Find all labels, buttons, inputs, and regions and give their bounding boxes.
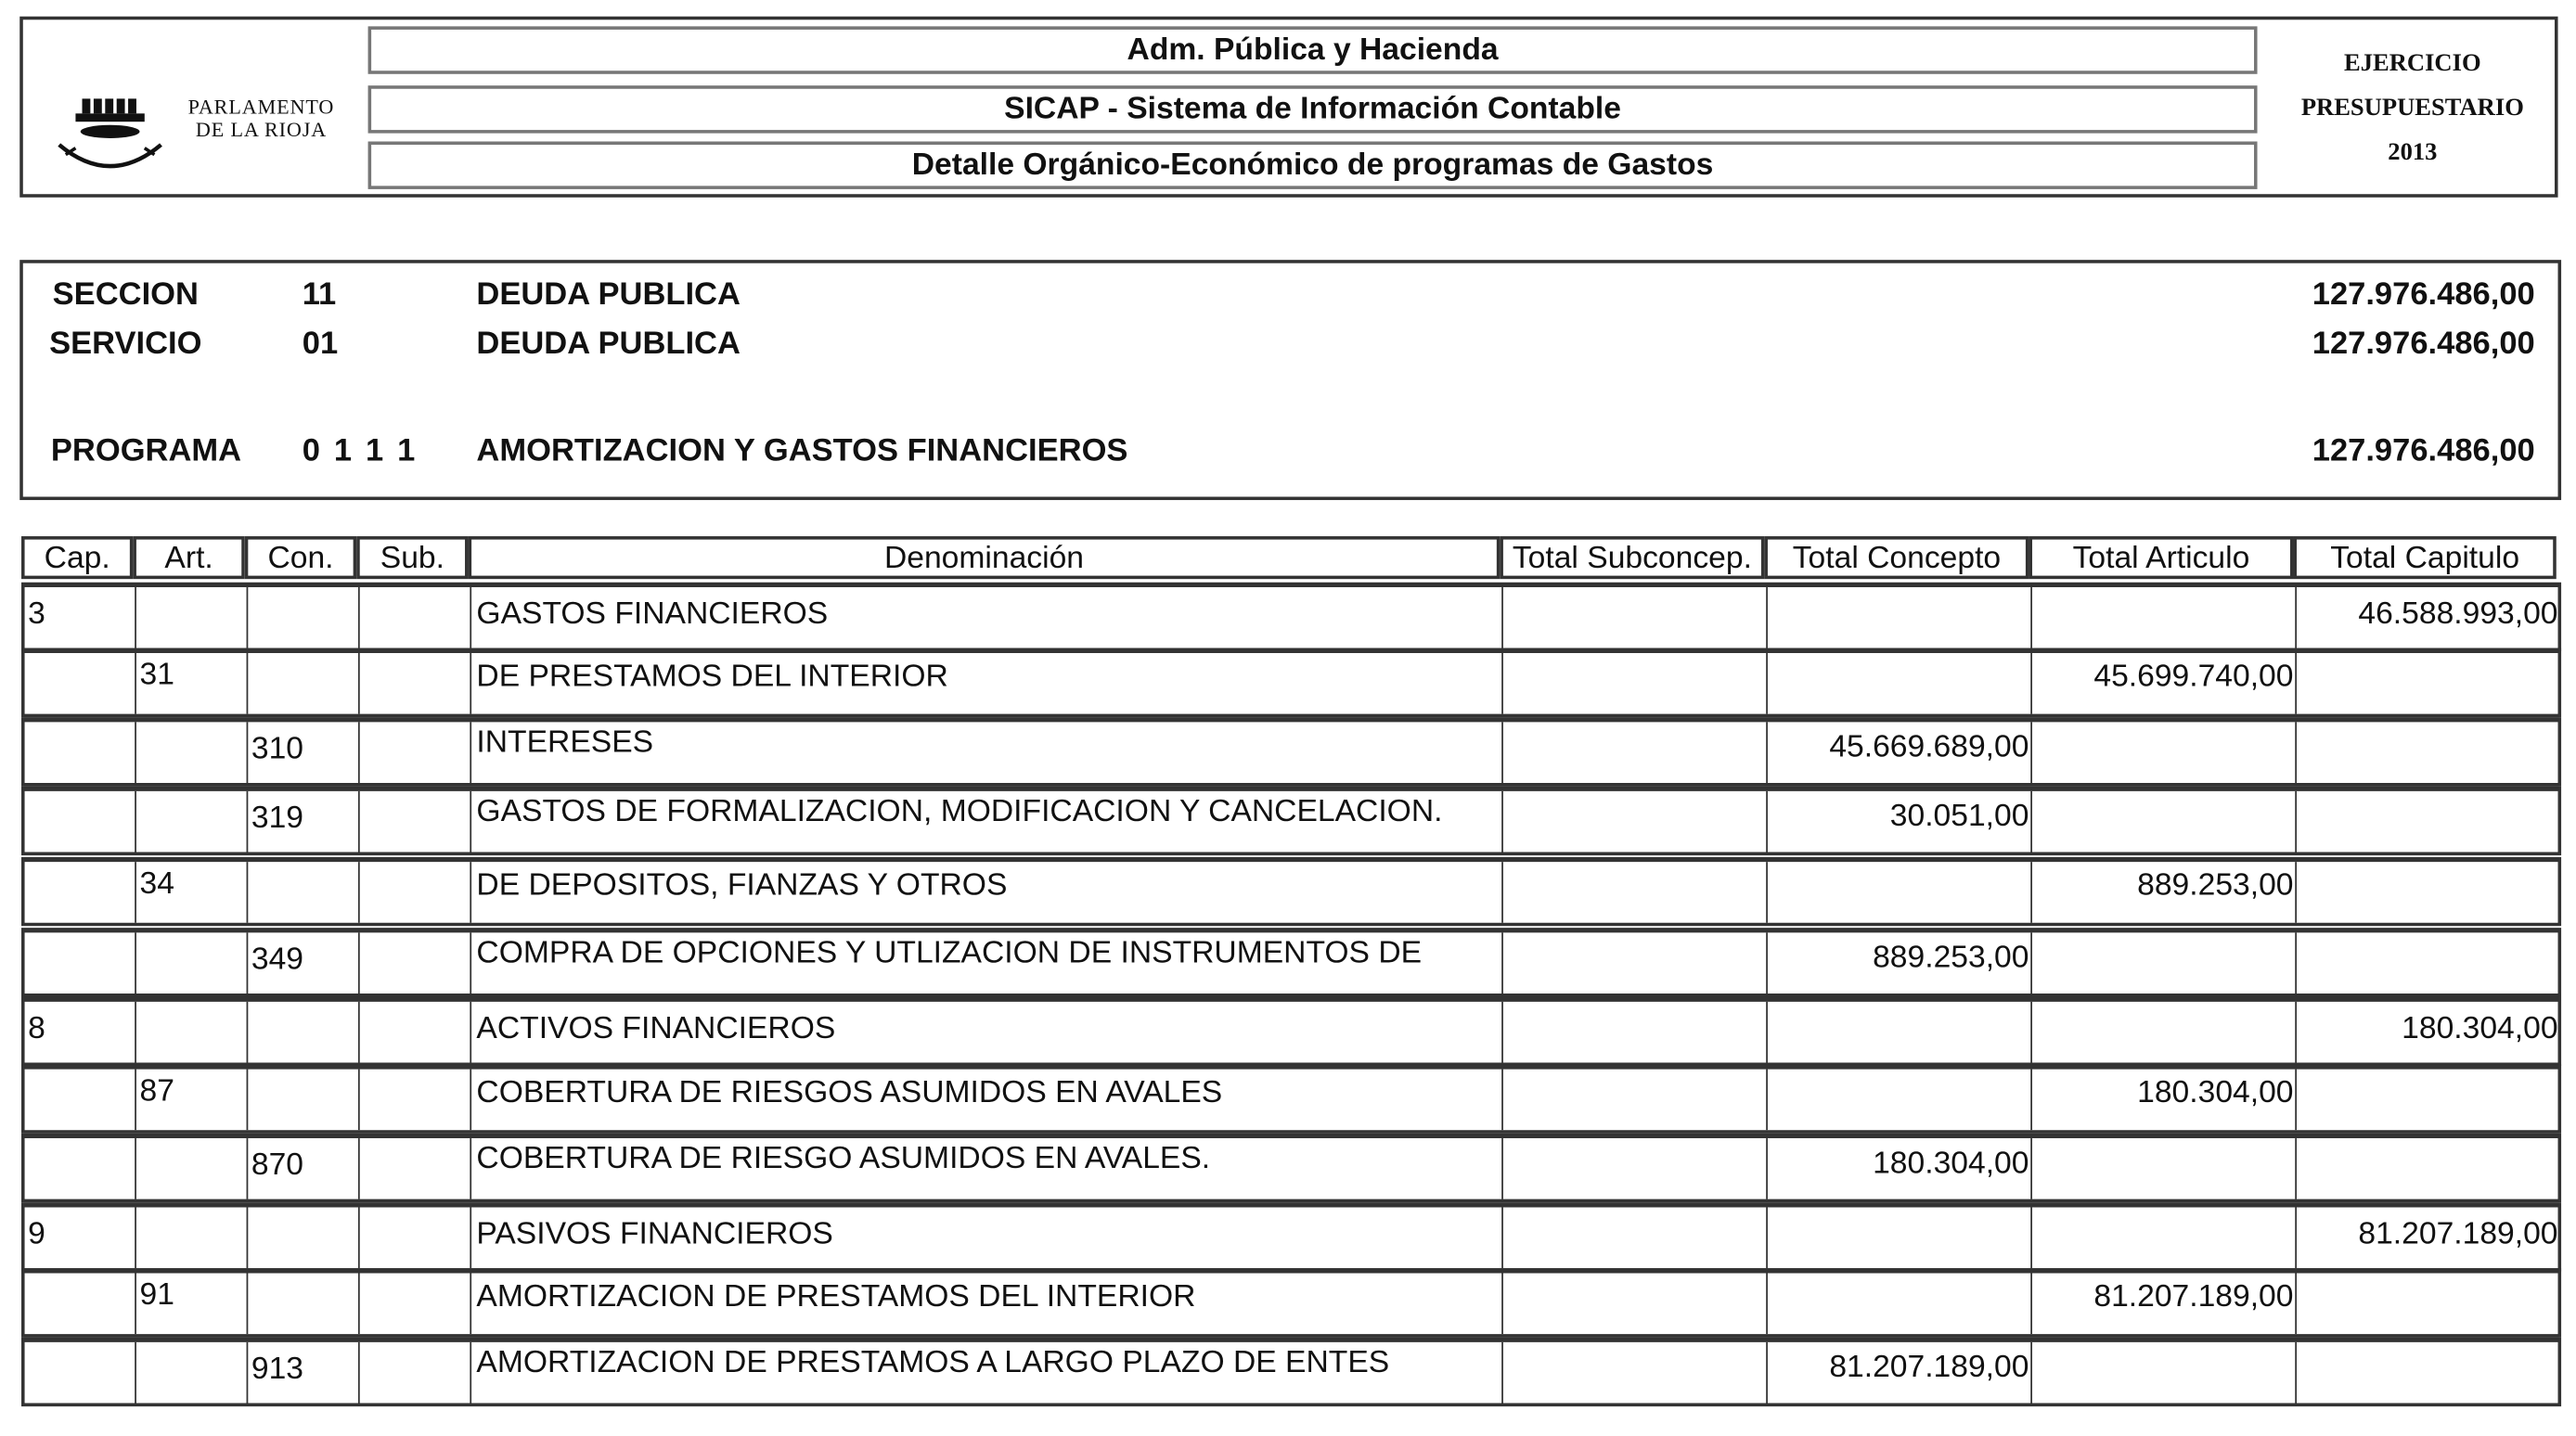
title-report: Detalle Orgánico-Económico de programas de Gastos — [368, 141, 2258, 188]
cell-con: 349 — [248, 932, 359, 994]
cell-total-articulo: 81.207.189,00 — [2032, 1273, 2297, 1334]
cell-total-articulo: 889.253,00 — [2032, 862, 2297, 923]
table-row — [21, 1064, 2561, 1133]
cell-total-subconcepto — [1503, 862, 1768, 923]
table-row — [21, 997, 2561, 1066]
cell-art — [136, 932, 248, 994]
document-header — [19, 17, 2557, 198]
servicio-name: DEUDA PUBLICA — [476, 326, 741, 363]
cell-art — [136, 1002, 248, 1063]
cell-sub — [360, 862, 471, 923]
programa-label: PROGRAMA — [50, 432, 242, 469]
table-row — [21, 717, 2561, 786]
col-header-total-capitulo: Total Capitulo — [2293, 536, 2556, 579]
cell-total-articulo — [2032, 722, 2297, 783]
col-header-total-articulo: Total Articulo — [2029, 536, 2293, 579]
cell-total-subconcepto — [1503, 722, 1768, 783]
cell-denominacion: INTERESES — [471, 722, 1503, 783]
cell-cap: 8 — [25, 1002, 136, 1063]
cell-cap — [25, 1342, 136, 1404]
col-header-art: Art. — [133, 536, 244, 579]
servicio-amount: 127.976.486,00 — [2312, 326, 2535, 363]
cell-denominacion: COMPRA DE OPCIONES Y UTLIZACION DE INSTRUMENTOS DE — [471, 932, 1503, 994]
cell-total-articulo — [2032, 1342, 2297, 1404]
programa-amount: 127.976.486,00 — [2312, 432, 2535, 469]
fiscal-year-value: 2013 — [2388, 139, 2438, 167]
cell-total-capitulo — [2297, 862, 2559, 923]
cell-cap — [25, 932, 136, 994]
cell-art: 91 — [136, 1273, 248, 1334]
cell-sub — [360, 587, 471, 648]
table-row — [21, 1338, 2561, 1406]
cell-total-capitulo: 81.207.189,00 — [2358, 1217, 2558, 1252]
fiscal-year-sublabel: PRESUPUESTARIO — [2300, 95, 2524, 122]
seccion-amount: 127.976.486,00 — [2312, 276, 2535, 313]
cell-denominacion: DE PRESTAMOS DEL INTERIOR — [471, 653, 1503, 714]
cell-total-concepto — [1768, 862, 2032, 923]
cell-total-capitulo: 46.588.993,00 — [2358, 596, 2558, 632]
cell-total-subconcepto — [1503, 587, 1768, 648]
cell-sub — [360, 653, 471, 714]
seccion-name: DEUDA PUBLICA — [476, 276, 741, 313]
cell-total-subconcepto — [1503, 1070, 1768, 1131]
cell-sub — [360, 1070, 471, 1131]
cell-total-subconcepto — [1503, 932, 1768, 994]
table-row — [21, 787, 2561, 855]
cell-sub — [360, 791, 471, 853]
title-administration: Adm. Pública y Hacienda — [368, 26, 2258, 73]
cell-denominacion: GASTOS FINANCIEROS — [471, 587, 1503, 648]
seccion-label: SECCION — [52, 276, 199, 313]
cell-total-articulo — [2032, 791, 2297, 853]
fiscal-year-block — [2277, 43, 2548, 176]
cell-con — [248, 1070, 359, 1131]
cell-total-subconcepto — [1503, 791, 1768, 853]
cell-denominacion: AMORTIZACION DE PRESTAMOS DEL INTERIOR — [471, 1273, 1503, 1334]
cell-sub — [360, 722, 471, 783]
cell-con — [248, 862, 359, 923]
cell-con: 913 — [248, 1342, 359, 1404]
cell-total-concepto — [1768, 1070, 2032, 1131]
cell-sub — [360, 1138, 471, 1199]
cell-con: 319 — [248, 791, 359, 853]
col-header-total-subconcepto: Total Subconcep. — [1500, 536, 1764, 579]
cell-total-concepto — [1768, 1002, 2032, 1063]
cell-denominacion: AMORTIZACION DE PRESTAMOS A LARGO PLAZO DE ENTES — [471, 1342, 1503, 1404]
cell-total-articulo — [2032, 1208, 2297, 1269]
cell-total-articulo: 180.304,00 — [2032, 1070, 2297, 1131]
cell-cap — [25, 791, 136, 853]
cell-total-capitulo — [2297, 932, 2559, 994]
cell-denominacion: ACTIVOS FINANCIEROS — [471, 1002, 1503, 1063]
cell-denominacion: GASTOS DE FORMALIZACION, MODIFICACION Y CANCELACION. — [471, 791, 1503, 853]
cell-total-capitulo — [2297, 1138, 2559, 1199]
servicio-code: 01 — [302, 326, 339, 363]
col-header-cap: Cap. — [21, 536, 133, 579]
cell-cap: 9 — [25, 1208, 136, 1269]
table-header — [21, 536, 2559, 583]
cell-cap — [25, 653, 136, 714]
table-row — [21, 928, 2561, 996]
table-row — [21, 857, 2561, 926]
cell-total-capitulo — [2297, 1273, 2559, 1334]
title-system: SICAP - Sistema de Información Contable — [368, 85, 2258, 133]
cell-sub — [360, 1342, 471, 1404]
cell-con — [248, 587, 359, 648]
cell-total-concepto — [1768, 1273, 2032, 1334]
cell-total-subconcepto — [1503, 653, 1768, 714]
cell-total-subconcepto — [1503, 1342, 1768, 1404]
cell-art — [136, 791, 248, 853]
cell-con — [248, 653, 359, 714]
col-header-denominacion: Denominación — [469, 536, 1501, 579]
cell-art — [136, 1208, 248, 1269]
cell-total-capitulo: 180.304,00 — [2402, 1011, 2558, 1046]
fiscal-year-label: EJERCICIO — [2344, 50, 2481, 78]
cell-total-articulo: 45.699.740,00 — [2032, 653, 2297, 714]
cell-con — [248, 1208, 359, 1269]
cell-total-capitulo — [2297, 1342, 2559, 1404]
cell-art — [136, 1138, 248, 1199]
cell-total-capitulo — [2297, 791, 2559, 853]
cell-total-concepto: 81.207.189,00 — [1768, 1342, 2032, 1404]
cell-cap — [25, 1138, 136, 1199]
cell-total-articulo — [2032, 932, 2297, 994]
cell-denominacion: COBERTURA DE RIESGOS ASUMIDOS EN AVALES — [471, 1070, 1503, 1131]
seccion-code: 11 — [302, 276, 337, 313]
cell-total-articulo — [2032, 1002, 2297, 1063]
cell-sub — [360, 1273, 471, 1334]
col-header-con: Con. — [245, 536, 356, 579]
cell-cap — [25, 1070, 136, 1131]
table-row — [21, 1134, 2561, 1202]
cell-denominacion: COBERTURA DE RIESGO ASUMIDOS EN AVALES. — [471, 1138, 1503, 1199]
cell-cap: 3 — [25, 587, 136, 648]
cell-cap — [25, 862, 136, 923]
cell-total-subconcepto — [1503, 1002, 1768, 1063]
cell-denominacion: PASIVOS FINANCIEROS — [471, 1208, 1503, 1269]
cell-total-articulo — [2032, 587, 2297, 648]
cell-con — [248, 1273, 359, 1334]
parliament-logo-icon — [53, 89, 168, 181]
cell-total-concepto: 180.304,00 — [1768, 1138, 2032, 1199]
section-summary — [19, 260, 2561, 500]
programa-name: AMORTIZACION Y GASTOS FINANCIEROS — [476, 432, 1128, 469]
cell-total-concepto — [1768, 1208, 2032, 1269]
cell-con: 310 — [248, 722, 359, 783]
programa-code: 0 1 1 1 — [302, 432, 416, 469]
cell-art — [136, 1342, 248, 1404]
col-header-total-concepto: Total Concepto — [1764, 536, 2029, 579]
cell-total-subconcepto — [1503, 1273, 1768, 1334]
cell-total-concepto: 30.051,00 — [1768, 791, 2032, 853]
cell-total-concepto: 889.253,00 — [1768, 932, 2032, 994]
parliament-name: PARLAMENTO DE LA RIOJA — [187, 95, 335, 142]
cell-total-articulo — [2032, 1138, 2297, 1199]
cell-total-subconcepto — [1503, 1208, 1768, 1269]
cell-total-capitulo — [2297, 722, 2559, 783]
cell-sub — [360, 932, 471, 994]
cell-art — [136, 587, 248, 648]
cell-cap — [25, 722, 136, 783]
cell-art — [136, 722, 248, 783]
cell-con: 870 — [248, 1138, 359, 1199]
cell-denominacion: DE DEPOSITOS, FIANZAS Y OTROS — [471, 862, 1503, 923]
cell-cap — [25, 1273, 136, 1334]
cell-total-concepto — [1768, 587, 2032, 648]
cell-sub — [360, 1208, 471, 1269]
col-header-sub: Sub. — [356, 536, 468, 579]
cell-total-capitulo — [2297, 653, 2559, 714]
cell-total-concepto — [1768, 653, 2032, 714]
table-row — [21, 1202, 2561, 1271]
cell-total-subconcepto — [1503, 1138, 1768, 1199]
cell-con — [248, 1002, 359, 1063]
cell-art: 31 — [136, 653, 248, 714]
table-row — [21, 648, 2561, 717]
cell-art: 87 — [136, 1070, 248, 1131]
table-row — [21, 1268, 2561, 1337]
servicio-label: SERVICIO — [49, 326, 202, 363]
cell-total-capitulo — [2297, 1070, 2559, 1131]
cell-art: 34 — [136, 862, 248, 923]
table-row — [21, 583, 2561, 651]
cell-sub — [360, 1002, 471, 1063]
cell-total-concepto: 45.669.689,00 — [1768, 722, 2032, 783]
